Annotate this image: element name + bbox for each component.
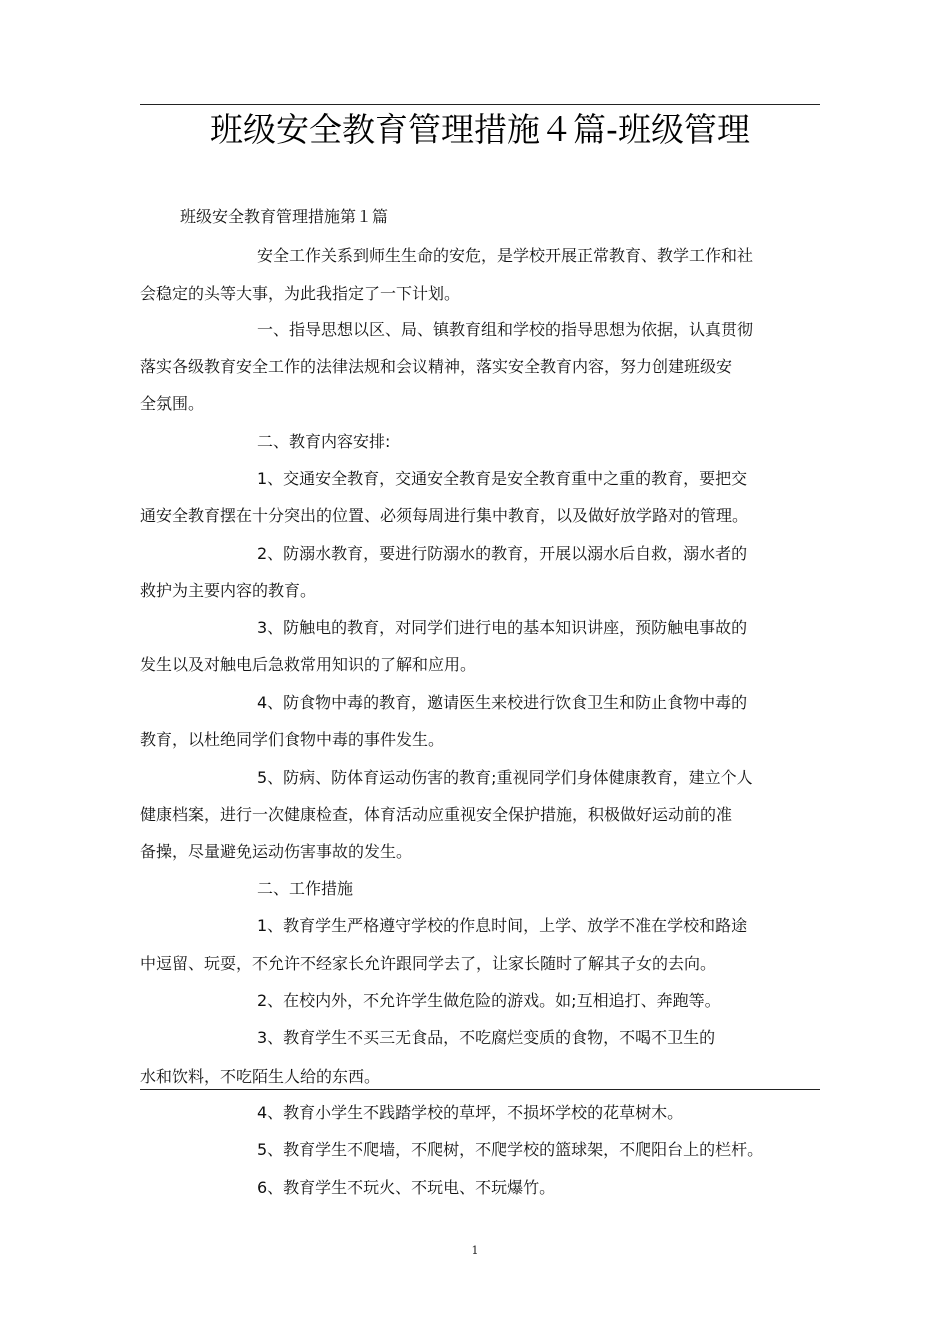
paragraph-line: 安全工作关系到师生生命的安危，是学校开展正常教育、教学工作和社 <box>257 246 754 265</box>
paragraph-line: 中逗留、玩耍，不允许不经家长允许跟同学去了，让家长随时了解其子女的去向。 <box>140 954 717 973</box>
paragraph-line: 2、防溺水教育，要进行防溺水的教育，开展以溺水后自救，溺水者的 <box>257 544 748 563</box>
paragraph-line: 1、交通安全教育，交通安全教育是安全教育重中之重的教育，要把交 <box>257 469 748 488</box>
paragraph-line: 二、教育内容安排: <box>257 432 391 451</box>
paragraph-line: 3、教育学生不买三无食品，不吃腐烂变质的食物，不喝不卫生的 <box>257 1028 716 1047</box>
paragraph-line: 4、防食物中毒的教育，邀请医生来校进行饮食卫生和防止食物中毒的 <box>257 693 748 712</box>
document-title: 班级安全教育管理措施４篇-班级管理 <box>210 110 750 149</box>
paragraph-line: 通安全教育摆在十分突出的位置、必须每周进行集中教育，以及做好放学路对的管理。 <box>140 506 749 525</box>
page-number: 1 <box>471 1244 479 1257</box>
paragraph-line: 6、教育学生不玩火、不玩电、不玩爆竹。 <box>257 1178 556 1197</box>
paragraph-line: 3、防触电的教育，对同学们进行电的基本知识讲座，预防触电事故的 <box>257 618 748 637</box>
header-rule <box>140 104 820 105</box>
paragraph-line: 备操，尽量避免运动伤害事故的发生。 <box>140 842 413 861</box>
paragraph-line: 会稳定的头等大事，为此我指定了一下计划。 <box>140 284 461 303</box>
paragraph-line: 5、防病、防体育运动伤害的教育;重视同学们身体健康教育，建立个人 <box>257 768 753 787</box>
paragraph-line: 救护为主要内容的教育。 <box>140 581 317 600</box>
paragraph-line: 4、教育小学生不践踏学校的草坪，不损坏学校的花草树木。 <box>257 1103 684 1122</box>
paragraph-line: 健康档案，进行一次健康检查，体育活动应重视安全保护措施，积极做好运动前的准 <box>140 805 733 824</box>
paragraph-line: 1、教育学生严格遵守学校的作息时间，上学、放学不准在学校和路途 <box>257 916 748 935</box>
paragraph-line: 落实各级教育安全工作的法律法规和会议精神，落实安全教育内容，努力创建班级安 <box>140 357 733 376</box>
paragraph-line: 一、指导思想以区、局、镇教育组和学校的指导思想为依据，认真贯彻 <box>257 320 754 339</box>
paragraph-line: 二、工作措施 <box>257 879 354 898</box>
paragraph-line: 全氛围。 <box>140 394 205 413</box>
separator-rule <box>140 1089 820 1090</box>
paragraph-line: 水和饮料，不吃陌生人给的东西。 <box>140 1067 381 1086</box>
paragraph-line: 2、在校内外，不允许学生做危险的游戏。如;互相追打、奔跑等。 <box>257 991 721 1010</box>
paragraph-line: 发生以及对触电后急救常用知识的了解和应用。 <box>140 655 477 674</box>
section-subtitle: 班级安全教育管理措施第１篇 <box>180 207 389 226</box>
paragraph-line: 5、教育学生不爬墙，不爬树，不爬学校的篮球架，不爬阳台上的栏杆。 <box>257 1140 764 1159</box>
paragraph-line: 教育，以杜绝同学们食物中毒的事件发生。 <box>140 730 445 749</box>
